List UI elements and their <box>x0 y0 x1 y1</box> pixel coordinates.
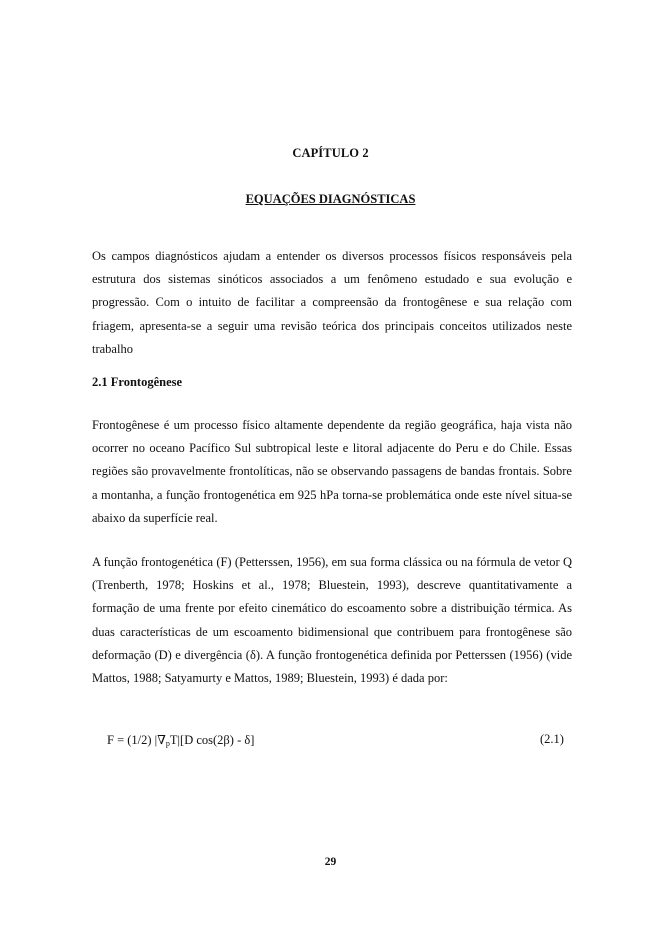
intro-paragraph: Os campos diagnósticos ajudam a entender os diversos processos físicos responsáveis pela estrutura dos sistemas sinóticos associados a um fenômeno estudado e sua evolução e progressão. Com o intuito de facilitar a compreensão da frontogênese e sua relação com friagem, apresenta-se a seguir uma revisão teórica dos principais conceitos utilizados neste trabalho <box>92 249 572 356</box>
section-paragraph-2: A função frontogenética (F) (Petterssen, 1956), em sua forma clássica ou na fórmula de vetor Q (Trenberth, 1978; Hoskins et al., 1978; Bluestein, 1993), descreve quantitativamente a formação de uma frente por efeito cinemático do escoamento sobre a distribuição térmica. As duas características de um escoamento bidimensional que contribuem para frontogênese são deformação (D) e divergência (δ). A função frontogenética definida por Petterssen (1956) (vide Mattos, 1988; Satyamurty e Mattos, 1989; Bluestein, 1993) é dada por: <box>92 555 572 686</box>
section-heading: 2.1 Frontogênese <box>92 375 183 389</box>
chapter-title: EQUAÇÕES DIAGNÓSTICAS <box>245 192 416 206</box>
equation-part-1: F = (1/2) |∇ <box>107 733 166 747</box>
equation-subscript: p <box>165 739 170 748</box>
equation-number: (2.1) <box>540 732 564 746</box>
section-paragraph-1: Frontogênese é um processo físico altamente dependente da região geográfica, haja vista não ocorrer no oceano Pacífico Sul subtropical leste e litoral adjacente do Peru e do Chile. Essas regiões são provavelmente frontolíticas, não se observando passagens de bandas frontais. Sobre a montanha, a função frontogenética em 925 hPa torna-se problemática onde este nível situa-se abaixo da superfície real. <box>92 418 572 525</box>
equation-part-2: T|[D cos(2β) - δ] <box>169 733 255 747</box>
equation <box>107 732 254 748</box>
page-number: 29 <box>324 856 337 868</box>
chapter-heading: CAPÍTULO 2 <box>292 146 369 160</box>
